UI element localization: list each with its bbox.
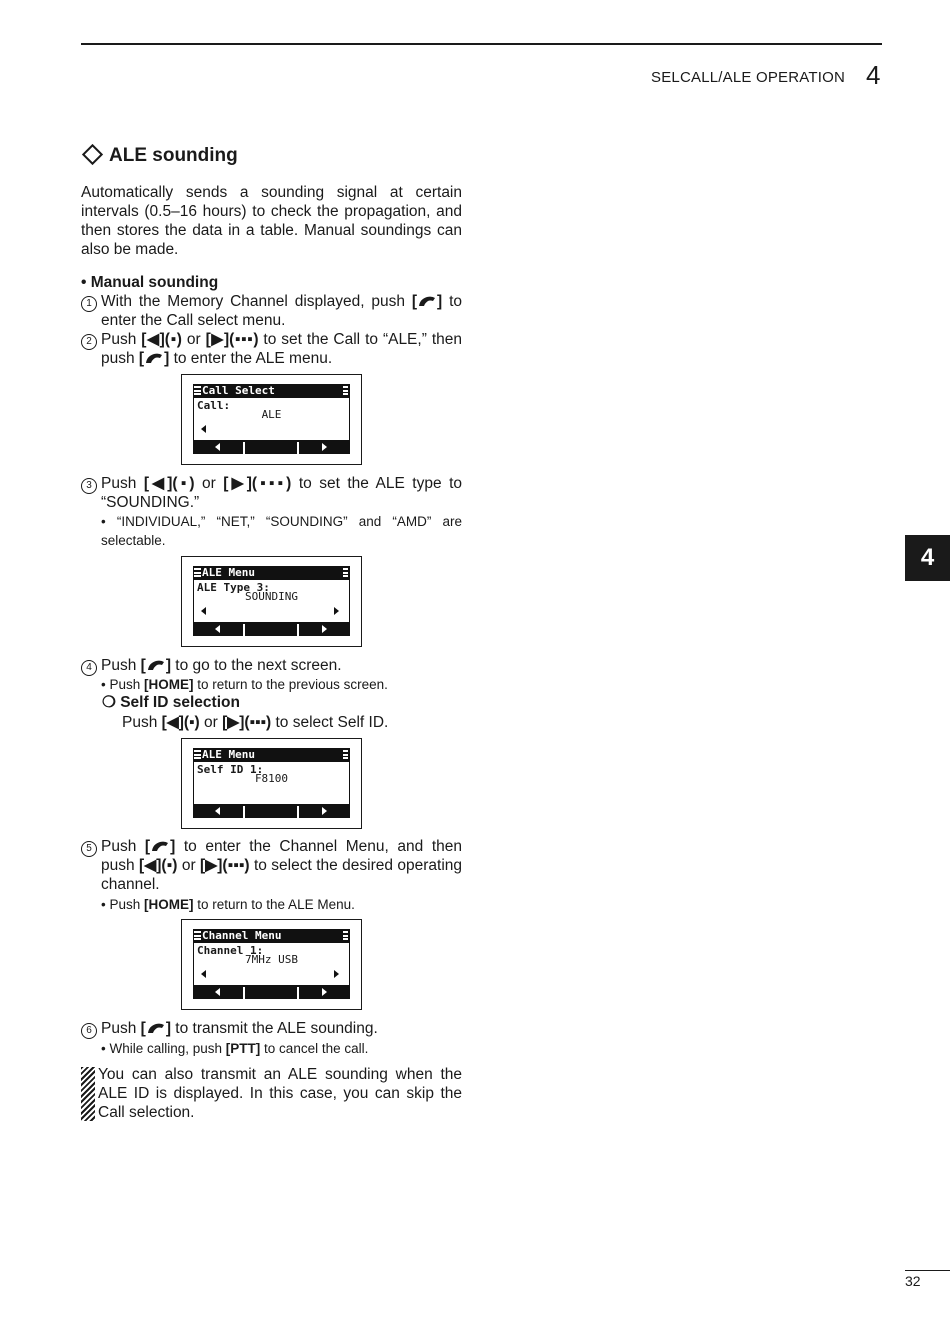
chapter-number: 4 xyxy=(866,60,881,90)
lcd-label: Self ID 1: xyxy=(197,763,264,776)
manual-sounding-heading: • Manual sounding xyxy=(81,274,219,291)
step-4-bullet: • Push [HOME] to return to the previous screen. xyxy=(101,677,388,692)
menu-icon xyxy=(343,750,348,759)
step-6: 6 Push [ ] to transmit the ALE sounding. xyxy=(81,1019,462,1038)
left-arrow-icon xyxy=(201,970,206,978)
menu-icon xyxy=(194,931,201,940)
lcd-softkeys xyxy=(193,622,350,636)
step-3: 3 Push [◀](▪) or [▶](▪▪▪) to set the ALE type to “SOUNDING.” xyxy=(81,474,462,512)
right-arrow-icon xyxy=(334,970,339,978)
left-arrow-icon xyxy=(215,625,220,633)
running-header: SELCALL/ALE OPERATION xyxy=(651,69,845,86)
lcd-screen-call-select xyxy=(181,374,362,465)
right-arrow-icon xyxy=(334,607,339,615)
lcd-label: ALE Type 3: xyxy=(197,581,270,594)
menu-icon xyxy=(194,750,201,759)
right-key: [▶](▪▪▪) xyxy=(223,475,292,492)
phone-call-icon xyxy=(144,351,164,365)
step-number: 2 xyxy=(81,330,97,350)
phone-call-icon xyxy=(146,1021,166,1035)
step-number: 5 xyxy=(81,837,97,857)
lcd-screen-channel-menu xyxy=(181,919,362,1010)
header-rule xyxy=(81,43,882,45)
diamond-icon xyxy=(82,144,103,165)
phone-call-icon xyxy=(150,839,170,853)
chapter-tab: 4 xyxy=(905,535,950,581)
lcd-label: Call: xyxy=(197,399,231,412)
lcd-value: SOUNDING xyxy=(245,590,298,603)
section-title xyxy=(81,145,238,167)
lcd-value: ALE xyxy=(261,408,282,421)
footer-rule xyxy=(905,1270,950,1271)
right-key: [▶](▪▪▪) xyxy=(205,331,259,348)
lcd-screen-ale-type xyxy=(181,556,362,647)
left-arrow-icon xyxy=(215,443,220,451)
right-arrow-icon xyxy=(322,988,327,996)
menu-icon xyxy=(194,386,201,395)
phone-call-icon xyxy=(146,658,166,672)
step-6-bullet: • While calling, push [PTT] to cancel the call. xyxy=(101,1041,369,1056)
step-5: 5 Push [ ] to enter the Channel Menu, and then push [◀](▪) or [▶](▪▪▪) to select the desired operating channel. xyxy=(81,837,462,894)
right-arrow-icon xyxy=(322,807,327,815)
left-arrow-icon xyxy=(215,807,220,815)
step-5-bullet: • Push [HOME] to return to the ALE Menu. xyxy=(101,897,355,912)
lcd-softkeys xyxy=(193,440,350,454)
step-text: to enter the Call select menu. xyxy=(101,293,462,329)
self-id-heading: ❍ Self ID selection xyxy=(102,694,240,711)
left-arrow-icon xyxy=(215,988,220,996)
note-text: You can also transmit an ALE sounding when the ALE ID is displayed. In this case, you can skip the Call selection. xyxy=(98,1066,462,1121)
left-arrow-icon xyxy=(201,425,206,433)
lcd-label: Channel 1: xyxy=(197,944,264,957)
step-number: 3 xyxy=(81,474,97,494)
step-2: 2 Push [◀](▪) or [▶](▪▪▪) to set the Call to “ALE,” then push [ ] to enter the ALE menu. xyxy=(81,330,462,368)
right-arrow-icon xyxy=(322,443,327,451)
lcd-title-bar: Call Select xyxy=(193,384,350,398)
lcd-value: F8100 xyxy=(254,772,289,785)
menu-icon xyxy=(343,931,348,940)
section-title-text: ALE sounding xyxy=(109,145,238,166)
menu-icon xyxy=(194,568,201,577)
step-number: 1 xyxy=(81,292,97,312)
lcd-softkeys xyxy=(193,804,350,818)
step-3-bullet: • “INDIVIDUAL,” “NET,” “SOUNDING” and “AMD” are selectable. xyxy=(101,514,462,548)
step-number: 4 xyxy=(81,656,97,676)
phone-call-icon xyxy=(417,294,437,308)
lcd-title-bar: ALE Menu xyxy=(193,748,350,762)
step-1: 1 With the Memory Channel displayed, push [ ] to enter the Call select menu. xyxy=(81,292,462,330)
menu-icon xyxy=(343,568,348,577)
right-arrow-icon xyxy=(322,625,327,633)
intro-paragraph: Automatically sends a sounding signal at certain intervals (0.5–16 hours) to check the propagation, and then stores the data in a table. Manual soundings can also be made. xyxy=(81,184,462,258)
lcd-softkeys xyxy=(193,985,350,999)
page-number: 32 xyxy=(905,1273,921,1289)
left-key: [◀](▪) xyxy=(143,475,195,492)
menu-icon xyxy=(343,386,348,395)
left-arrow-icon xyxy=(201,607,206,615)
note-icon xyxy=(81,1067,95,1121)
step-4: 4 Push [ ] to go to the next screen. xyxy=(81,656,462,675)
step-number: 6 xyxy=(81,1019,97,1039)
lcd-value: 7MHz USB xyxy=(245,953,298,966)
left-key: [◀](▪) xyxy=(141,331,182,348)
lcd-title-bar: ALE Menu xyxy=(193,566,350,580)
step-text: With the Memory Channel displayed, push xyxy=(101,293,412,310)
lcd-title-bar: Channel Menu xyxy=(193,929,350,943)
lcd-screen-self-id xyxy=(181,738,362,829)
self-id-text: Push [◀](▪) or [▶](▪▪▪) to select Self ID. xyxy=(122,714,389,731)
